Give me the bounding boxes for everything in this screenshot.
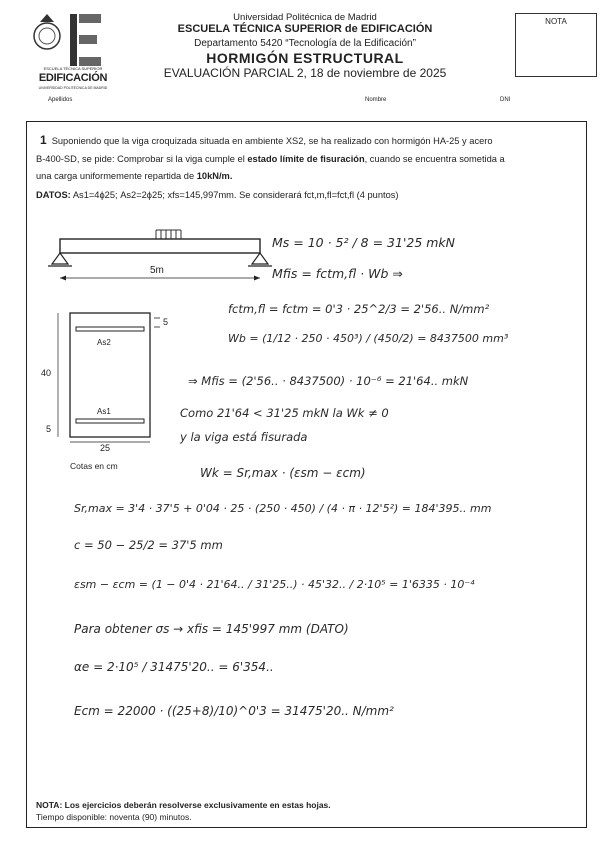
grade-box[interactable] bbox=[515, 13, 597, 77]
left-support-icon bbox=[52, 253, 68, 264]
solution-ecm: Ecm = 22000 · ((25+8)/10)^0'3 = 31475'20.. N/mm² bbox=[74, 704, 394, 718]
solution-mfis-value: ⇒ Mfis = (2'56.. · 8437500) · 10⁻⁶ = 21'64.. mkN bbox=[188, 374, 469, 388]
right-support-icon bbox=[252, 253, 268, 264]
logo-top-text: ESCUELA TÉCNICA SUPERIOR bbox=[43, 66, 103, 71]
width-label: 25 bbox=[100, 443, 111, 453]
solution-alpha: αe = 2·10⁵ / 31475'20.. = 6'354.. bbox=[74, 660, 274, 674]
data-text: As1=4ϕ25; As2=2ϕ25; xfs=145,997mm. Se considerará fct,m,fl=fct,fl (4 puntos) bbox=[72, 190, 399, 200]
evaluation-title: EVALUACIÓN PARCIAL 2, 18 de noviembre de 2025 bbox=[163, 66, 447, 80]
logo-bottom-text: UNIVERSIDAD POLITÉCNICA DE MADRID bbox=[38, 86, 108, 90]
question-bold-2: estado límite de fisuración bbox=[247, 154, 365, 164]
cross-section-diagram bbox=[30, 305, 180, 455]
question-text-1: Suponiendo que la viga croquizada situada en ambiente XS2, se ha realizado con hormigón HA-25 y acero bbox=[51, 136, 493, 146]
solution-wk: Wk = Sr,max · (εsm − εcm) bbox=[200, 466, 366, 480]
units-note: Cotas en cm bbox=[70, 461, 118, 471]
solution-fct: fctm,fl = fctm = 0'3 · 25^2/3 = 2'56.. N/mm² bbox=[228, 302, 490, 316]
footer-note: NOTA: Los ejercicios deberán resolverse exclusivamente en estas hojas. bbox=[36, 800, 331, 810]
span-label: 5m bbox=[150, 265, 164, 276]
question-line-3 bbox=[36, 168, 571, 184]
school-logo bbox=[28, 10, 118, 100]
solution-ms: Ms = 10 · 5² / 8 = 31'25 mkN bbox=[272, 235, 456, 250]
solution-cracked: y la viga está fisurada bbox=[180, 430, 308, 444]
grade-label: NOTA bbox=[545, 17, 567, 26]
data-label: DATOS: bbox=[36, 190, 71, 200]
surname-field[interactable]: Apellidos bbox=[48, 97, 73, 103]
school-name: ESCUELA TÉCNICA SUPERIOR de EDIFICACIÓN bbox=[177, 23, 433, 35]
as2-label: As2 bbox=[97, 338, 111, 347]
question-text-2: B-400-SD, se pide: Comprobar si la viga cumple el bbox=[36, 154, 245, 164]
university-name: Universidad Politécnica de Madrid bbox=[233, 12, 377, 23]
section-outline bbox=[70, 313, 150, 437]
as1-label: As1 bbox=[97, 407, 111, 416]
question-bold-3: 10kN/m. bbox=[196, 171, 233, 181]
question-text-3: una carga uniformemente repartida de bbox=[36, 171, 195, 181]
solution-compare: Como 21'64 < 31'25 mkN la Wk ≠ 0 bbox=[180, 406, 389, 420]
question-number: 1 bbox=[40, 133, 47, 147]
solution-sigma: Para obtener σs → xfis = 145'997 mm (DATO) bbox=[74, 622, 349, 636]
question-data bbox=[36, 187, 571, 203]
solution-strain: εsm − εcm = (1 − 0'4 · 21'64.. / 31'25..) · 45'32.. / 2·10⁵ = 1'6335 · 10⁻⁴ bbox=[74, 578, 475, 591]
question-line-2 bbox=[36, 151, 571, 167]
solution-wb: Wb = (1/12 · 250 · 450³) / (450/2) = 8437500 mm³ bbox=[228, 332, 509, 345]
cover-top-label: 5 bbox=[163, 317, 169, 327]
department-name: Departamento 5420 “Tecnología de la Edificación” bbox=[194, 38, 416, 49]
logo-word: EDIFICACIÓN bbox=[38, 72, 108, 84]
footer-time: Tiempo disponible: noventa (90) minutos. bbox=[36, 812, 192, 822]
question-line-1 bbox=[36, 132, 571, 149]
height-label: 40 bbox=[41, 368, 52, 378]
solution-cover: c = 50 − 25/2 = 37'5 mm bbox=[74, 538, 223, 552]
name-field[interactable]: Nombre bbox=[365, 97, 387, 103]
solution-srmax: Sr,max = 3'4 · 37'5 + 0'04 · 25 · (250 · 450) / (4 · π · 12'5²) = 184'395.. mm bbox=[74, 502, 492, 515]
beam-rect bbox=[60, 239, 260, 253]
point-loads bbox=[156, 230, 181, 239]
id-field[interactable]: DNI bbox=[500, 97, 511, 103]
cover-bottom-label: 5 bbox=[46, 424, 52, 434]
subject-title: HORMIGÓN ESTRUCTURAL bbox=[206, 50, 404, 66]
question-text-2b: , cuando se encuentra sometida a bbox=[364, 154, 505, 164]
solution-mfis: Mfis = fctm,fl · Wb ⇒ bbox=[272, 266, 403, 281]
